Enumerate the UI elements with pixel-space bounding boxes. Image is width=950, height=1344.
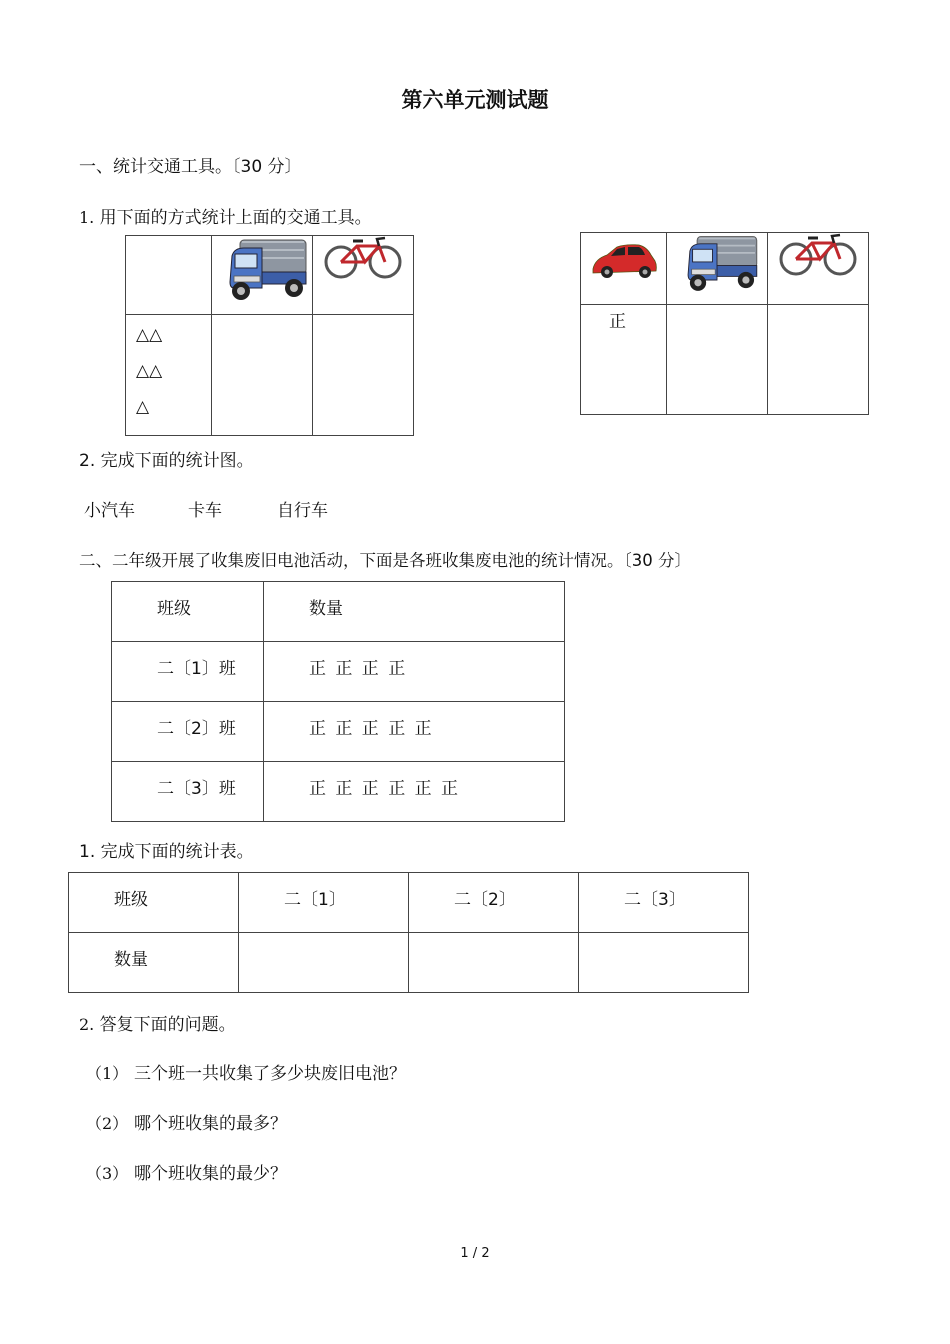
tally-table-zheng [580, 232, 869, 415]
tally-cell [264, 762, 565, 822]
tally-cell [264, 702, 565, 762]
page-title: 第六单元测试题 [401, 88, 549, 112]
zheng-tally-cell [581, 305, 667, 415]
bicycle-cell [313, 236, 414, 315]
header-count: 数量 [309, 599, 343, 619]
section1-question1 [79, 203, 372, 228]
section2-question2 [79, 1010, 236, 1035]
sub-question-text: 哪个班收集的最少？ [134, 1164, 287, 1184]
vehicle-label-truck: 卡车 [188, 501, 222, 521]
answer-cell [212, 315, 313, 436]
table-row [112, 702, 565, 762]
answer-cell [579, 933, 749, 993]
stat-header-cell [69, 873, 239, 933]
question-number: 2. [79, 1015, 95, 1034]
vehicle-label-car: 小汽车 [84, 501, 135, 521]
answer-cell [768, 305, 869, 415]
sub-question [86, 1159, 287, 1184]
truck-cell [667, 233, 768, 305]
tally-cell [264, 642, 565, 702]
zheng-mark: 正 [609, 312, 626, 332]
sub-question-number: （2） [86, 1114, 129, 1133]
tally-marks: 正 正 正 正 正 正 [309, 779, 461, 799]
header-class: 班级 [157, 599, 191, 619]
sub-question-text: 哪个班收集的最多？ [134, 1114, 287, 1134]
empty-corner-cell [126, 236, 212, 315]
answer-cell [239, 933, 409, 993]
sub-question [86, 1059, 406, 1084]
bicycle-cell [768, 233, 869, 305]
triangle-row: △△ [136, 325, 163, 345]
tally-marks: 正 正 正 正 [309, 659, 408, 679]
header-cell [264, 582, 565, 642]
table-row [112, 762, 565, 822]
sub-question [86, 1109, 287, 1134]
question-text: 用下面的方式统计上面的交通工具。 [99, 208, 372, 228]
class-cell [112, 762, 264, 822]
truck-icon [667, 233, 767, 299]
triangle-row: △△ [136, 361, 163, 381]
battery-tally-table [111, 581, 565, 822]
section2-heading: 二、二年级开展了收集废旧电池活动，下面是各班收集废电池的统计情况。〔30 分〕 [79, 551, 691, 570]
sub-question-text: 三个班一共收集了多少块废旧电池？ [134, 1064, 406, 1084]
bicycle-icon [313, 236, 413, 291]
section1-question2: 2. 完成下面的统计图。 [79, 451, 254, 471]
stat-header-cell [579, 873, 749, 933]
tally-table-triangles [125, 235, 414, 436]
tally-marks: 正 正 正 正 正 [309, 719, 434, 739]
question-number: 1. [79, 208, 95, 227]
stat-row-label-cell [69, 933, 239, 993]
page-number: 1 / 2 [460, 1246, 490, 1261]
class-label: 二〔3〕班 [157, 779, 236, 799]
question-text: 答复下面的问题。 [99, 1015, 236, 1035]
stat-header-class2: 二〔2〕 [454, 890, 516, 910]
bicycle-icon [768, 233, 868, 288]
triangle-tally-cell [126, 315, 212, 436]
class-cell [112, 702, 264, 762]
stat-header-cell [409, 873, 579, 933]
section1-heading: 一、统计交通工具。〔30 分〕 [79, 157, 302, 177]
stat-header-class1: 二〔1〕 [284, 890, 346, 910]
car-icon [581, 233, 666, 293]
answer-cell [667, 305, 768, 415]
header-cell [112, 582, 264, 642]
class-label: 二〔1〕班 [157, 659, 236, 679]
answer-cell [313, 315, 414, 436]
battery-stat-table [68, 872, 749, 993]
table-row [112, 642, 565, 702]
sub-question-number: （1） [86, 1064, 129, 1083]
class-cell [112, 642, 264, 702]
stat-header-class: 班级 [114, 890, 148, 910]
car-cell [581, 233, 667, 305]
sub-question-number: （3） [86, 1164, 129, 1183]
truck-cell [212, 236, 313, 315]
truck-icon [212, 236, 312, 309]
answer-cell [409, 933, 579, 993]
stat-row-label: 数量 [114, 950, 148, 970]
vehicle-label-bicycle: 自行车 [277, 501, 328, 521]
section2-question1: 1. 完成下面的统计表。 [79, 842, 254, 862]
class-label: 二〔2〕班 [157, 719, 236, 739]
stat-header-class3: 二〔3〕 [624, 890, 686, 910]
triangle-row: △ [136, 397, 150, 417]
stat-header-cell [239, 873, 409, 933]
